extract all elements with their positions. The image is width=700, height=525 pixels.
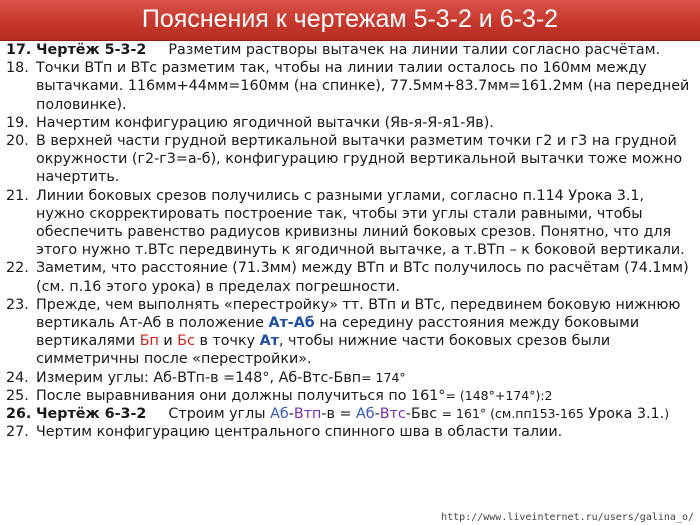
item-number: 21. <box>6 187 29 204</box>
item-text: и <box>158 333 178 350</box>
item-number: 25. <box>6 387 29 404</box>
item-text-small: ) <box>664 406 670 422</box>
item-text: - <box>288 406 294 423</box>
item-text: -в = <box>321 406 357 423</box>
highlight-bs: Бс <box>177 333 195 350</box>
list-item <box>6 423 696 441</box>
item-number: 19. <box>6 114 29 131</box>
highlight-bp: Бп <box>139 333 159 350</box>
item-number: 18. <box>6 60 29 77</box>
highlight-ab: Аб <box>270 406 289 423</box>
highlight-vtp: Втп <box>293 406 322 423</box>
item-text: -Бвс <box>405 406 442 423</box>
item-text: Чертим конфигурацию центрального спинного шва в области талии. <box>36 424 563 441</box>
highlight-ab: Аб <box>356 406 375 423</box>
list-item <box>6 187 696 260</box>
item-text: Начертим конфигурацию ягодичной вытачки (Яв-я-Я-я1-Яв). <box>36 114 494 131</box>
item-text: Линии боковых срезов получились с разными углами, согласно п.114 Урока 3.1, нужно скорректировать построение так, чтобы эти углы стали равными, чтобы обеспечить равенство радиусов кривизны линий боковых срезов. Понятно, что для этого нужно т.ВТс передвинуть к ягодичной вытачке, а т.ВТп – к боковой вертикали. <box>36 187 685 259</box>
item-text-small: = 174° <box>361 369 406 385</box>
drawing-label: Чертёж 5-3-2 <box>36 42 147 58</box>
item-text: Урока 3.1. <box>583 406 665 423</box>
list-item <box>6 41 696 59</box>
item-number: 23. <box>6 296 29 313</box>
item-text-small: -165 <box>555 406 584 422</box>
item-text: Разметим растворы вытачек на линии талии согласно расчётам. <box>168 42 661 58</box>
highlight-vts: Втс <box>379 406 406 423</box>
highlight-at: Ат <box>259 333 279 350</box>
list-item <box>6 387 696 405</box>
item-number: 27. <box>6 424 29 441</box>
item-number: 20. <box>6 133 29 150</box>
list-item <box>6 369 696 387</box>
item-text: в точку <box>194 333 260 350</box>
item-text: , чтобы нижние части боковых срезов были симметричны после «перестройки». <box>36 333 611 368</box>
item-number: 17. <box>6 42 32 58</box>
item-text: Измерим углы: Аб-ВТп-в =148°, Аб-Втс-Бвп <box>36 369 362 386</box>
list-item <box>6 132 696 187</box>
item-text: Точки ВТп и ВТс разметим так, чтобы на линии талии осталось по 160мм между вытачками. 116мм+44мм=160мм (на спинке), 77.5мм+83.7мм=161.2мм (на передней половинке). <box>36 60 690 113</box>
list-item <box>6 59 696 114</box>
list-item <box>6 296 696 369</box>
source-url: http://www.liveinternet.ru/users/galina_o/ <box>441 512 694 523</box>
list-item <box>6 114 696 132</box>
item-number: 22. <box>6 260 29 277</box>
item-text: В верхней части грудной вертикальной вытачки разметим точки г2 и г3 на грудной окружности (г2-г3=а-б), конфигурацию грудной вертикальной вытачки тоже можно начертить. <box>36 133 683 186</box>
list-item <box>6 259 696 295</box>
item-text: Прежде, чем выполнять «перестройку» тт. ВТп и ВТс, передвинем боковую нижнюю вертикаль Ат-Аб в положение <box>36 296 681 332</box>
page-title: Пояснения к чертежам 5-3-2 и 6-3-2 <box>141 5 559 33</box>
item-text: Заметим, что расстояние (71.3мм) между ВТп и ВТс получилось по расчётам (74.1мм) (см. п.16 этого урока) в пределах погрешности. <box>36 260 689 295</box>
item-number: 26. <box>6 406 32 423</box>
highlight-at-ab: Ат-Аб <box>268 315 315 332</box>
item-text: на середину расстояния между боковыми вертикалями <box>36 315 640 350</box>
item-text: После выравнивания они должны получиться по 161° <box>36 387 446 404</box>
drawing-label: Чертёж 6-3-2 <box>36 406 147 423</box>
item-text-small: = (148°+174°):2 <box>445 387 553 403</box>
list-item <box>6 405 696 423</box>
item-text: Строим углы <box>168 406 271 423</box>
explanations-list <box>6 41 696 441</box>
item-number: 24. <box>6 369 29 386</box>
item-text-small: = 161° (см.пп153 <box>441 406 556 422</box>
item-text: - <box>374 406 380 423</box>
